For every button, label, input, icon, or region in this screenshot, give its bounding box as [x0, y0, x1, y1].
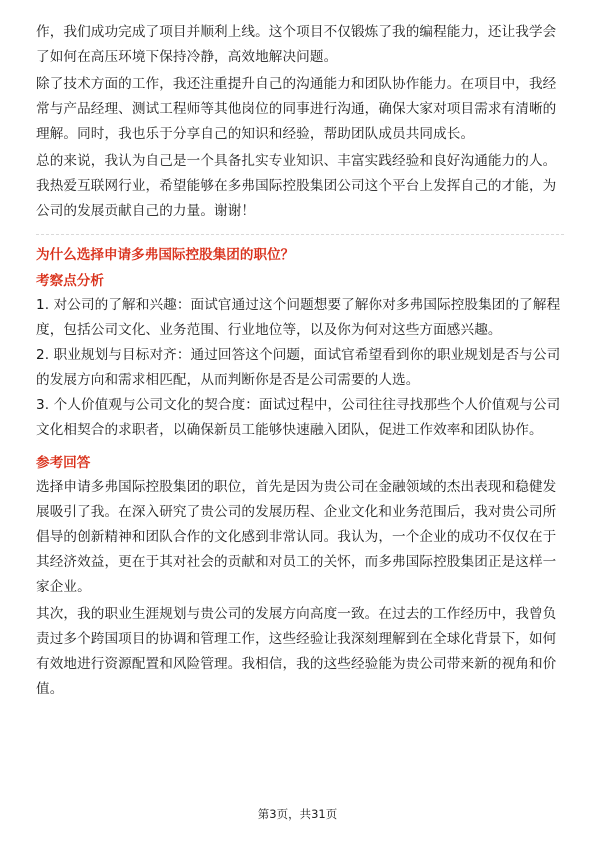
- page-content: [36, 20, 564, 704]
- intro-paragraph-1: 作，我们成功完成了项目并顺利上线。这个项目不仅锻炼了我的编程能力，还让我学会了如何在高压环境下保持冷静，高效地解决问题。: [36, 24, 557, 65]
- analysis-item-1: 1. 对公司的了解和兴趣：面试官通过这个问题想要了解你对多弗国际控股集团的了解程度，包括公司文化、业务范围、行业地位等，以及你为何对这些方面感兴趣。: [36, 297, 561, 338]
- section-divider: [36, 234, 564, 235]
- analysis-item-2: 2. 职业规划与目标对齐：通过回答这个问题，面试官希望看到你的职业规划是否与公司的发展方向和需求相匹配，从而判断你是否是公司需要的人选。: [36, 347, 561, 388]
- intro-paragraph-2: 除了技术方面的工作，我还注重提升自己的沟通能力和团队协作能力。在项目中，我经常与产品经理、测试工程师等其他岗位的同事进行沟通，确保大家对项目需求有清晰的理解。同时，我也乐于分享自己的知识和经验，帮助团队成员共同成长。: [36, 76, 557, 142]
- page-number: 第3页，共31页: [257, 807, 338, 821]
- question-heading: 为什么选择申请多弗国际控股集团的职位？: [36, 247, 295, 263]
- answer-paragraph-2: 其次，我的职业生涯规划与贵公司的发展方向高度一致。在过去的工作经历中，我曾负责过多个跨国项目的协调和管理工作，这些经验让我深刻理解到在全球化背景下，如何有效地进行资源配置和风险管理。我相信，我的这些经验能为贵公司带来新的视角和价值。: [36, 606, 557, 697]
- answer-paragraph-1: 选择申请多弗国际控股集团的职位，首先是因为贵公司在金融领域的杰出表现和稳健发展吸引了我。在深入研究了贵公司的发展历程、企业文化和业务范围后，我对贵公司所倡导的创新精神和团队合作的文化感到非常认同。我认为，一个企业的成功不仅仅在于其经济效益，更在于其对社会的贡献和对员工的关怀，而多弗国际控股集团正是这样一家企业。: [36, 479, 557, 595]
- analysis-heading: 考察点分析: [36, 273, 104, 289]
- analysis-item-3: 3. 个人价值观与公司文化的契合度：面试过程中，公司往往寻找那些个人价值观与公司文化相契合的求职者，以确保新员工能够快速融入团队，促进工作效率和团队协作。: [36, 397, 561, 438]
- answer-heading: 参考回答: [36, 455, 91, 471]
- intro-paragraph-3: 总的来说，我认为自己是一个具备扎实专业知识、丰富实践经验和良好沟通能力的人。我热爱互联网行业，希望能够在多弗国际控股集团公司这个平台上发挥自己的才能，为公司的发展贡献自己的力量。谢谢！: [36, 153, 557, 219]
